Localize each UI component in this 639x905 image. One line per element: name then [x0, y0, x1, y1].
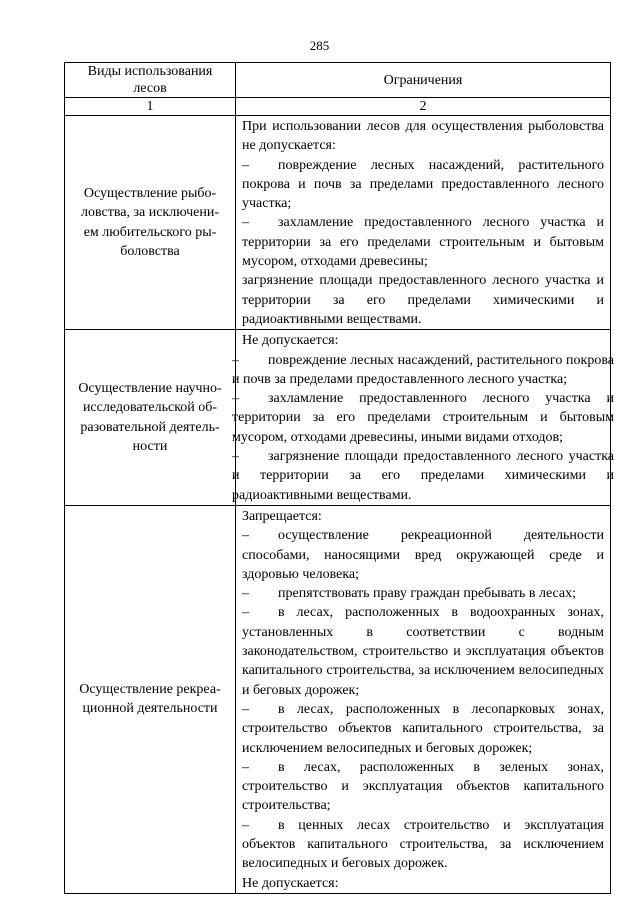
restriction-intro: Не допускается: — [242, 333, 339, 349]
forest-use-line: Осуществление рекреа- — [79, 682, 221, 698]
forest-use-line: ционной деятельности — [82, 701, 218, 717]
restriction-item: – в лесах, расположенных в лесопарковых зонах, строительство объектов капитального строительства, за исключением велосипедных и беговых дорожек; — [242, 701, 604, 756]
forest-use-cell — [65, 330, 236, 506]
restrictions-cell — [232, 330, 614, 506]
forest-use-line: Осуществление рыбо- — [83, 186, 217, 202]
restriction-item: – в лесах, расположенных в водоохранных зонах, установленных в соответствии с водным законодательством, строительство и эксплуатация объектов капитального строительства, за исключением велосипедных и беговых дорожек; — [242, 605, 604, 698]
restriction-item: – захламление предоставленного лесного участка и территории за его пределами строительным и бытовым мусором, отходами древесины, иными видами отходов; — [232, 391, 614, 445]
restriction-item: – препятствовать праву граждан пребывать в лесах; — [242, 584, 604, 603]
dash-marker: – — [232, 449, 239, 465]
header-col1-line2: лесов — [133, 81, 167, 96]
forest-use-line: ловства, за исключени- — [80, 205, 220, 221]
restriction-item: – в ценных лесах строительство и эксплуатация объектов капитального строительства, за исключением велосипедных и беговых дорожек. — [242, 817, 604, 872]
restrictions-table — [64, 62, 614, 894]
dash-marker: – — [232, 391, 239, 407]
table-header-row — [65, 63, 611, 98]
forest-use-line: боловства — [120, 243, 180, 259]
header-forest-use-types — [65, 63, 236, 98]
forest-use-cell — [65, 116, 236, 330]
page-number: 285 — [309, 38, 330, 53]
restriction-intro: При использовании лесов для осуществления рыболовства не допускается: — [242, 119, 604, 154]
restriction-item: – в лесах, расположенных в зеленых зонах, строительство и эксплуатация объектов капитального строительства; — [242, 759, 604, 814]
dash-marker: – — [232, 352, 239, 368]
restriction-tail: Не допускается: — [242, 875, 339, 891]
dash-marker: – — [242, 701, 249, 717]
dash-marker: – — [242, 817, 249, 833]
dash-marker: – — [242, 586, 249, 602]
header-restrictions: Ограничения — [236, 63, 611, 98]
forest-use-cell — [65, 505, 236, 893]
dash-marker: – — [242, 157, 249, 173]
restrictions-cell — [236, 116, 611, 330]
column-number-row — [65, 98, 611, 116]
column-number-1: 1 — [65, 98, 236, 116]
forest-use-line: ности — [132, 438, 168, 454]
restriction-item: – захламление предоставленного лесного участка и территории за его пределами строительным и бытовым мусором, отходами древесины; — [242, 215, 604, 270]
restriction-item: – осуществление рекреационной деятельности способами, наносящими вред окружающей среде и здоровью человека; — [242, 528, 604, 582]
forest-use-line: Осуществление научно- — [78, 381, 222, 396]
dash-marker: – — [242, 605, 249, 621]
restriction-item: – повреждение лесных насаждений, растительного покрова и почв за пределами предоставленного лесного участка; — [242, 157, 604, 212]
column-number-2: 2 — [236, 98, 611, 116]
restriction-list — [232, 351, 614, 505]
restriction-item: – загрязнение площади предоставленного лесного участка и территории за его пределами химическими и радиоактивными веществами. — [232, 449, 614, 503]
forest-use-line: исследовательской об- — [82, 400, 218, 416]
forest-use-line: разовательной деятель- — [80, 419, 220, 435]
table-row-research — [65, 330, 611, 506]
header-col1-line1: Виды использования — [87, 64, 213, 79]
restriction-tail: загрязнение площади предоставленного лесного участка и территории за его пределами химическими и радиоактивными веществами. — [242, 273, 604, 327]
dash-marker: – — [242, 759, 249, 775]
table-row-fishing — [65, 116, 611, 330]
restriction-intro: Запрещается: — [242, 508, 322, 524]
forest-use-line: ем любительского ры- — [83, 224, 217, 240]
dash-marker: – — [242, 528, 249, 544]
restrictions-cell — [236, 505, 611, 893]
table-row-recreation — [65, 505, 611, 893]
restriction-item: – повреждение лесных насаждений, растительного покрова и почв за пределами предоставленного лесного участка; — [232, 352, 614, 387]
dash-marker: – — [242, 215, 249, 231]
